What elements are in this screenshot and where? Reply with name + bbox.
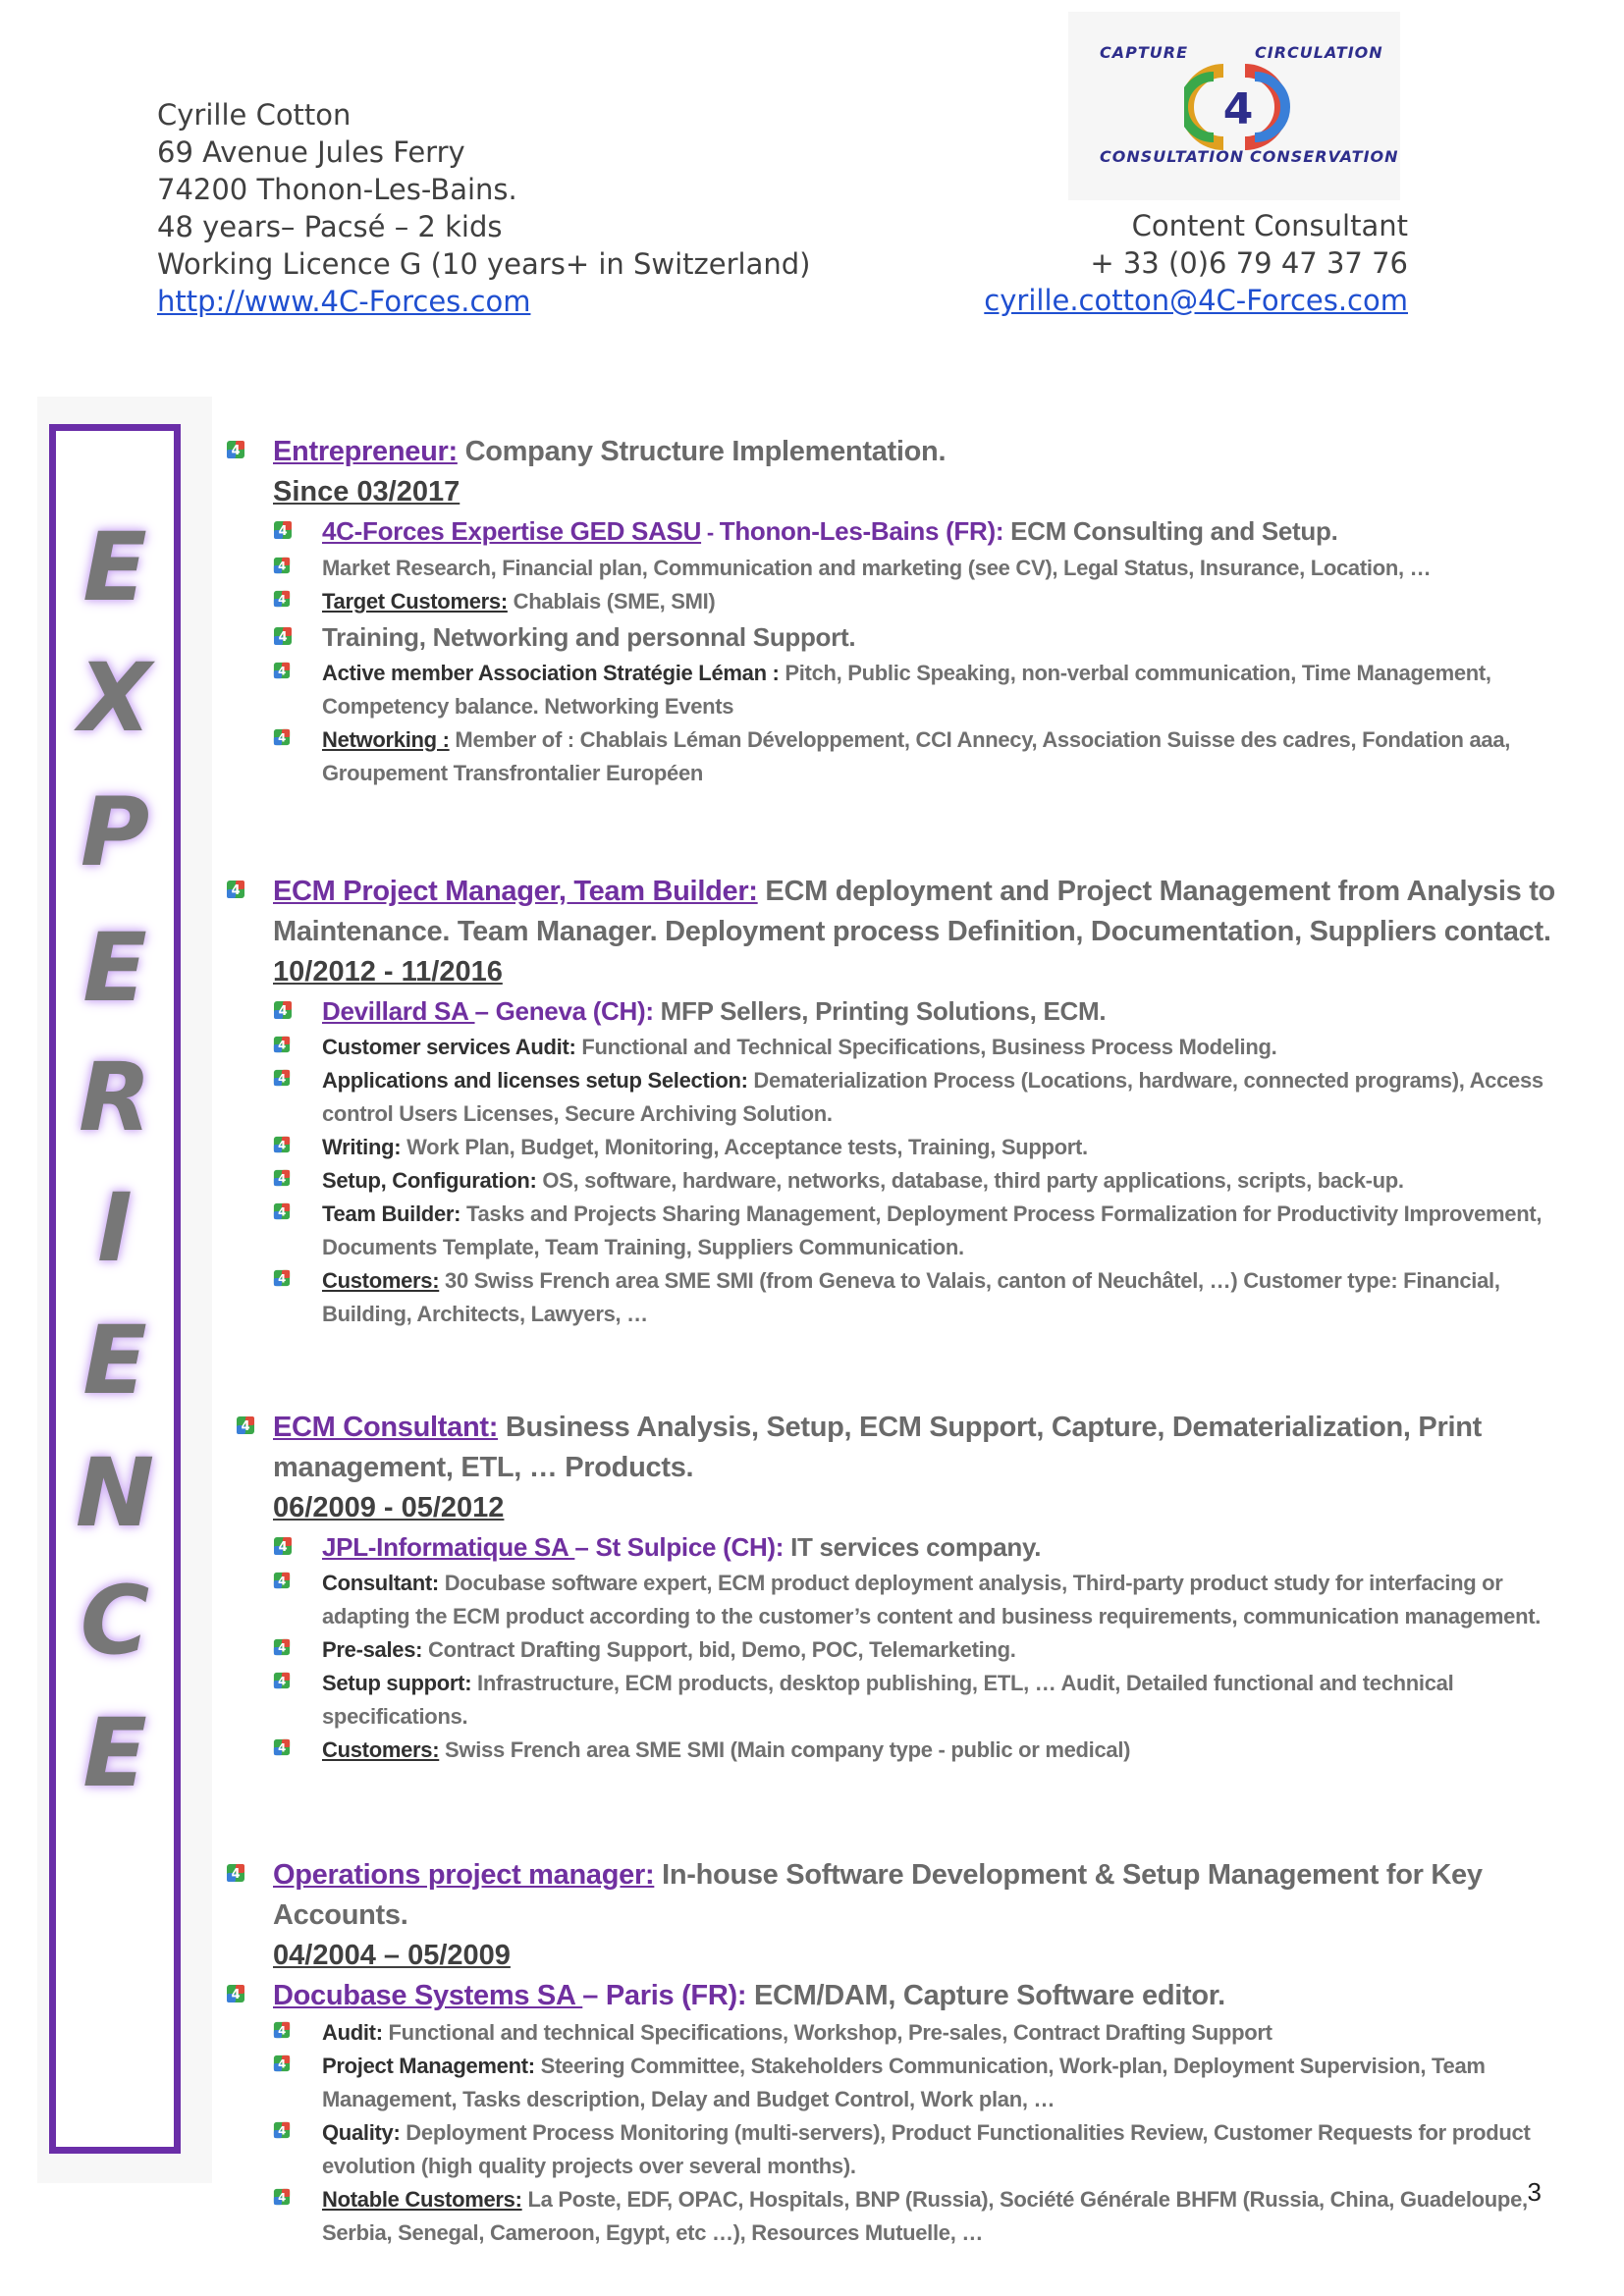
- svg-text:4: 4: [231, 1988, 241, 2002]
- item-key: Customers:: [322, 1268, 440, 1293]
- svg-text:4: 4: [278, 1038, 286, 1052]
- experience-block-3: 4 ECM Consultant: Business Analysis, Setup, ECM Support, Capture, Dematerialization, Print management, ETL, … Products. 06/2009 - 05/2012 4 JPL-Informatique SA – St Sulpice (CH): IT services company. 4 Consultant: Docubase software expert, ECM product deployment analysis, Third-party product study for interfacing or adapting the ECM product according to the customer’s content and business requirements, communication management. 4 Pre-sales: Contract Drafting Support, bid, Demo, POC, Telemarketing. 4 Setup support: Infrastructure, ECM products, desktop publishing, ETL, … Audit, Detailed functional and technical specifications. 4 Customers: Swiss French area SME SMI (Main company type - public or medical): [226, 1408, 1561, 1767]
- personal-info: 48 years– Pacsé – 2 kids: [157, 210, 503, 243]
- address-line-2: 74200 Thonon-Les-Bains.: [157, 173, 517, 206]
- logo-circulation: CIRCULATION: [1255, 43, 1383, 62]
- svg-text:4: 4: [278, 1740, 286, 1755]
- item-list-3: [226, 1567, 1561, 1767]
- svg-text:4: 4: [278, 1674, 286, 1688]
- bullet-icon: [273, 1136, 291, 1153]
- item-list-2: [226, 1031, 1561, 1331]
- side-letter: C: [80, 1566, 150, 1676]
- bullet-icon: [273, 557, 291, 574]
- list-item: [226, 585, 1561, 618]
- role-title: Content Consultant: [1131, 209, 1408, 242]
- svg-text:4: 4: [278, 1071, 286, 1086]
- list-item: [226, 1633, 1561, 1667]
- list-item: [226, 552, 1561, 585]
- svg-text:4: 4: [278, 2056, 286, 2071]
- svg-text:4: 4: [278, 664, 286, 678]
- item-key: Active member Association Stratégie Léman :: [322, 661, 780, 685]
- item-key: Audit:: [322, 2020, 383, 2045]
- bullet-icon: [273, 1069, 291, 1087]
- item-value: Functional and technical Specifications, Workshop, Pre-sales, Contract Drafting Support: [382, 2020, 1272, 2045]
- location-1: Thonon-Les-Bains (FR):: [719, 516, 1004, 546]
- subsection-title-1b: Training, Networking and personnal Support.: [322, 622, 856, 652]
- svg-text:4: 4: [231, 444, 241, 458]
- company-desc-1: ECM Consulting and Setup.: [1003, 516, 1338, 546]
- bullet-icon: [236, 1415, 255, 1435]
- item-value: Docubase software expert, ECM product deployment analysis, Third-party product study for interfacing or adapting the ECM product according to the customer’s content and business requirements, communication management.: [322, 1571, 1542, 1629]
- list-item: [226, 1131, 1561, 1164]
- bullet-icon: [273, 1036, 291, 1053]
- svg-text:4: 4: [278, 1574, 286, 1588]
- svg-text:4: 4: [278, 730, 286, 745]
- role-desc-3: Business Analysis, Setup, ECM Support, Capture, Dematerialization, Print management, ETL, … Products.: [273, 1412, 1482, 1483]
- item-value: Chablais (SME, SMI): [507, 589, 716, 614]
- list-item: [226, 1164, 1561, 1198]
- list-item: [226, 1198, 1561, 1264]
- name: Cyrille Cotton: [157, 98, 352, 132]
- item-value: Market Research, Financial plan, Communication and marketing (see CV), Legal Status, Insurance, Location, …: [322, 556, 1432, 580]
- bullet-icon: [273, 626, 293, 646]
- bullet-icon: [273, 2188, 291, 2206]
- bullet-icon: [273, 1269, 291, 1287]
- side-letter: X: [78, 643, 151, 753]
- bullet-icon: [273, 662, 291, 679]
- bullet-icon: [273, 1169, 291, 1187]
- company-desc-3: IT services company.: [784, 1532, 1042, 1562]
- bullet-icon: [273, 2055, 291, 2072]
- item-value: Dematerialization Process (Locations, hardware, connected programs), Access control Users Licenses, Secure Archiving Solution.: [322, 1068, 1543, 1126]
- location-2: Geneva (CH):: [495, 996, 654, 1026]
- side-letter: N: [75, 1438, 155, 1548]
- svg-text:4: 4: [278, 1138, 286, 1152]
- side-letter: I: [97, 1173, 133, 1283]
- experience-block-4: 4 Operations project manager: In-house Software Development & Setup Management for Key Accounts. 04/2004 – 05/2009 4 Docubase Systems SA – Paris (FR): ECM/DAM, Capture Software editor. 4 Audit: Functional and technical Specifications, Workshop, Pre-sales, Contract Drafting Support 4 Project Management: Steering Committee, Stakeholders Communication, Work-plan, Deployment Supervision, Team Management, Tasks description, Delay and Budget Control, Work plan, … 4 Quality: Deployment Process Monitoring (multi-servers), Product Functionalities Review, Customer Requests for product evolution (high quality projects over several months). 4 Notable Customers: La Poste, EDF, OPAC, Hospitals, BNP (Russia), Société Générale BHFM (Russia, China, Guadeloupe, Serbia, Senegal, Cameroon, Egypt, etc …), Resources Mutuelle, …: [226, 1855, 1561, 2250]
- company-4: Docubase Systems SA: [273, 1980, 583, 2011]
- item-key: Setup, Configuration:: [322, 1168, 537, 1193]
- logo-conservation: CONSERVATION: [1250, 147, 1399, 166]
- item-list-1b: [226, 657, 1561, 790]
- phone: + 33 (0)6 79 47 37 76: [1090, 246, 1408, 280]
- logo-capture: CAPTURE: [1100, 43, 1189, 62]
- company-3: JPL-Informatique SA: [322, 1532, 575, 1562]
- item-value: Infrastructure, ECM products, desktop publishing, ETL, … Audit, Detailed functional and technical specifications.: [322, 1671, 1454, 1729]
- logo-consultation: CONSULTATION: [1100, 147, 1245, 166]
- item-key: Customers:: [322, 1737, 440, 1762]
- svg-text:4: 4: [278, 1004, 288, 1019]
- experience-block-1: 4 Entrepreneur: Company Structure Implementation. Since 03/2017 4 4C-Forces Expertise GED SASU - Thonon-Les-Bains (FR): ECM Consulting and Setup. 4 Market Research, Financial plan, Communication and marketing (see CV), Legal Status, Insurance, Location, … 4 Target Customers: Chablais (SME, SMI) 4 Training, Networking and personnal Support. 4 Active member Association Stratégie Léman : Pitch, Public Speaking, non-verbal communication, Time Management, Competency balance. Networking Events 4 Networking : Member of : Chablais Léman Développement, CCI Annecy, Association Suisse des cadres, Fondation aaa, Groupement Transfrontalier Européen: [226, 432, 1561, 790]
- item-value: 30 Swiss French area SME SMI (from Geneva to Valais, canton of Neuchâtel, …) Customer type: Financial, Building, Architects, Lawyers, …: [322, 1268, 1500, 1326]
- side-letter: E: [82, 913, 147, 1023]
- page-number: 3: [1527, 2177, 1542, 2207]
- item-value: Pitch, Public Speaking, non-verbal communication, Time Management, Competency balance. Networking Events: [322, 661, 1491, 719]
- svg-text:4: 4: [278, 1540, 288, 1555]
- location-3: St Sulpice (CH):: [595, 1532, 785, 1562]
- address-line-1: 69 Avenue Jules Ferry: [157, 135, 465, 169]
- list-item: [226, 2183, 1561, 2250]
- svg-text:4: 4: [278, 559, 286, 573]
- role-desc-2: ECM deployment and Project Management from Analysis to Maintenance. Team Manager. Deployment process Definition, Documentation, Suppliers contact.: [273, 876, 1555, 947]
- bullet-icon: [273, 2021, 291, 2039]
- item-key: Quality:: [322, 2120, 401, 2145]
- side-letter: E: [82, 1698, 147, 1808]
- svg-text:4: 4: [278, 1171, 286, 1186]
- item-value: Work Plan, Budget, Monitoring, Acceptance tests, Training, Support.: [401, 1135, 1088, 1159]
- bullet-icon: [273, 1672, 291, 1689]
- bullet-icon: [273, 728, 291, 746]
- item-list-4: [226, 2016, 1561, 2250]
- item-value: Steering Committee, Stakeholders Communication, Work-plan, Deployment Supervision, Team Management, Tasks description, Delay and Budget Control, Work plan, …: [322, 2054, 1486, 2111]
- item-value: Tasks and Projects Sharing Management, Deployment Process Formalization for Productivity Improvement, Documents Template, Team Training, Suppliers Communication.: [322, 1201, 1543, 1259]
- list-item: [226, 1264, 1561, 1331]
- bullet-icon: [273, 520, 293, 540]
- svg-text:4: 4: [231, 1867, 241, 1882]
- bullet-icon: [273, 1638, 291, 1656]
- role-title-4: Operations project manager:: [273, 1859, 655, 1891]
- logo-4c-icon: [1184, 63, 1292, 151]
- side-letter: E: [82, 1306, 147, 1415]
- svg-text:4: 4: [278, 524, 288, 539]
- svg-text:4: 4: [231, 883, 241, 898]
- company-desc-2: MFP Sellers, Printing Solutions, ECM.: [653, 996, 1107, 1026]
- list-item: [226, 1064, 1561, 1131]
- company-1: 4C-Forces Expertise GED SASU: [322, 516, 702, 546]
- bullet-icon: [273, 1000, 293, 1020]
- item-key: Networking :: [322, 727, 450, 752]
- svg-text:4: 4: [278, 630, 288, 645]
- location-4: Paris (FR):: [605, 1980, 747, 2011]
- bullet-icon: [273, 1738, 291, 1756]
- bullet-icon: [273, 2121, 291, 2139]
- side-letter: R: [79, 1042, 151, 1152]
- list-item: [226, 723, 1561, 790]
- item-value: La Poste, EDF, OPAC, Hospitals, BNP (Russia), Société Générale BHFM (Russia, China, Guadeloupe, Serbia, Senegal, Cameroon, Egypt, etc …), Resources Mutuelle, …: [322, 2187, 1528, 2245]
- item-value: Functional and Technical Specifications, Business Process Modeling.: [575, 1035, 1277, 1059]
- bullet-icon: [226, 1984, 245, 2003]
- bullet-icon: [273, 1536, 293, 1556]
- svg-text:4: 4: [278, 2190, 286, 2205]
- bullet-icon: [226, 1863, 245, 1883]
- list-item: [226, 1031, 1561, 1064]
- svg-text:4: 4: [278, 1640, 286, 1655]
- role-contact-block: [984, 207, 1408, 319]
- item-key: Notable Customers:: [322, 2187, 522, 2212]
- company-desc-4: ECM/DAM, Capture Software editor.: [746, 1980, 1225, 2011]
- item-list-1: [226, 552, 1561, 618]
- role-desc-4: In-house Software Development & Setup Management for Key Accounts.: [273, 1859, 1483, 1931]
- list-item: [226, 2116, 1561, 2183]
- item-value: Swiss French area SME SMI (Main company type - public or medical): [439, 1737, 1131, 1762]
- date-1: Since 03/2017: [273, 476, 460, 507]
- side-letter: E: [82, 512, 147, 622]
- role-title-2: ECM Project Manager, Team Builder:: [273, 876, 758, 907]
- date-4: 04/2004 – 05/2009: [273, 1940, 511, 1971]
- side-letter: P: [80, 777, 150, 887]
- date-2: 10/2012 - 11/2016: [273, 956, 503, 988]
- website-link[interactable]: http://www.4C-Forces.com: [157, 285, 531, 318]
- svg-text:4: 4: [278, 1204, 286, 1219]
- role-desc-1: Company Structure Implementation.: [457, 436, 947, 467]
- item-value: Contract Drafting Support, bid, Demo, POC, Telemarketing.: [422, 1637, 1016, 1662]
- logo-center-digit: 4: [1222, 84, 1254, 134]
- bullet-icon: [226, 880, 245, 899]
- svg-text:4: 4: [278, 592, 286, 607]
- item-key: Project Management:: [322, 2054, 535, 2078]
- svg-text:4: 4: [278, 2023, 286, 2038]
- item-value: Member of : Chablais Léman Développement, CCI Annecy, Association Suisse des cadres, Fondation aaa, Groupement Transfrontalier Européen: [322, 727, 1511, 785]
- company-2: Devillard SA: [322, 996, 475, 1026]
- list-item: [226, 1567, 1561, 1633]
- item-key: Target Customers:: [322, 589, 508, 614]
- item-key: Team Builder:: [322, 1201, 461, 1226]
- experience-block-2: 4 ECM Project Manager, Team Builder: ECM deployment and Project Management from Analysis to Maintenance. Team Manager. Deployment process Definition, Documentation, Suppliers contact. 10/2012 - 11/2016 4 Devillard SA – Geneva (CH): MFP Sellers, Printing Solutions, ECM. 4 Customer services Audit: Functional and Technical Specifications, Business Process Modeling. 4 Applications and licenses setup Selection: Dematerialization Process (Locations, hardware, connected programs), Access control Users Licenses, Secure Archiving Solution. 4 Writing: Work Plan, Budget, Monitoring, Acceptance tests, Training, Support. 4 Setup, Configuration: OS, software, hardware, networks, database, third party applications, scripts, back-up. 4 Team Builder: Tasks and Projects Sharing Management, Deployment Process Formalization for Productivity Improvement, Documents Template, Team Training, Suppliers Communication. 4 Customers: 30 Swiss French area SME SMI (from Geneva to Valais, canton of Neuchâtel, …) Customer type: Financial, Building, Architects, Lawyers, …: [226, 872, 1561, 1331]
- licence-info: Working Licence G (10 years+ in Switzerland): [157, 247, 811, 281]
- svg-text:4: 4: [278, 1271, 286, 1286]
- list-item: [226, 657, 1561, 723]
- bullet-icon: [273, 1572, 291, 1589]
- list-item: [226, 2050, 1561, 2116]
- bullet-icon: [273, 590, 291, 608]
- item-key: Applications and licenses setup Selection:: [322, 1068, 748, 1093]
- item-value: OS, software, hardware, networks, database, third party applications, scripts, back-up.: [536, 1168, 1404, 1193]
- bullet-icon: [226, 440, 245, 459]
- list-item: [226, 2016, 1561, 2050]
- item-key: Pre-sales:: [322, 1637, 423, 1662]
- svg-text:4: 4: [278, 2123, 286, 2138]
- email-link[interactable]: cyrille.cotton@4C-Forces.com: [984, 284, 1408, 317]
- date-3: 06/2009 - 05/2012: [273, 1492, 505, 1523]
- item-key: Writing:: [322, 1135, 402, 1159]
- bullet-icon: [273, 1202, 291, 1220]
- role-title-3: ECM Consultant:: [273, 1412, 499, 1443]
- svg-text:4: 4: [241, 1419, 250, 1434]
- company-logo: [1068, 12, 1400, 200]
- list-item: [226, 1734, 1561, 1767]
- item-key: Setup support:: [322, 1671, 472, 1695]
- item-key: Consultant:: [322, 1571, 439, 1595]
- contact-block: [157, 96, 810, 320]
- role-title-1: Entrepreneur:: [273, 436, 458, 467]
- item-value: Deployment Process Monitoring (multi-servers), Product Functionalities Review, Customer Requests for product evolution (high quality projects over several months).: [322, 2120, 1531, 2178]
- item-key: Customer services Audit:: [322, 1035, 576, 1059]
- list-item: [226, 1667, 1561, 1734]
